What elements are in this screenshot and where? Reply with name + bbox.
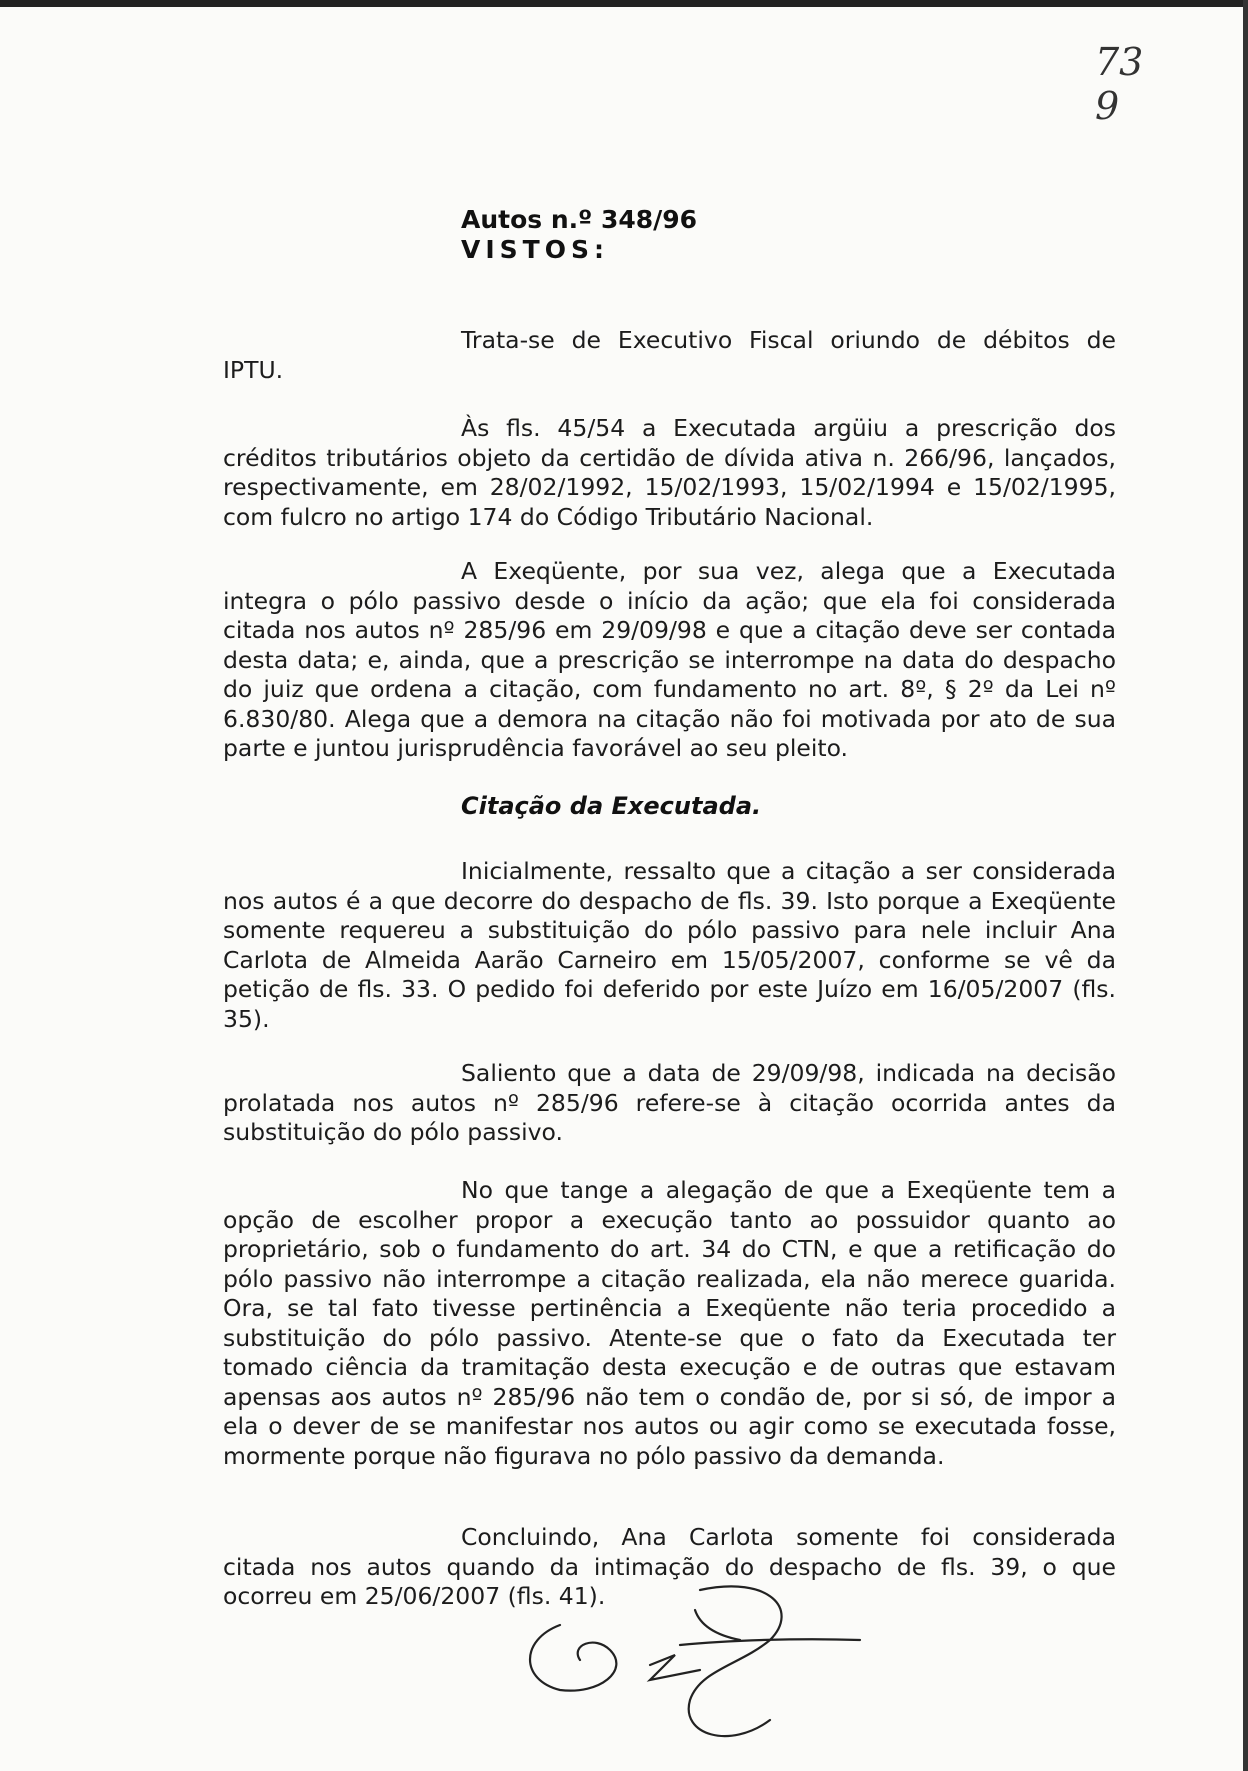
vistos-label: VISTOS: <box>461 235 609 264</box>
paragraph-text: A Exeqüente, por sua vez, alega que a Executada integra o pólo passivo desde o início da ação; que ela foi considerada citada nos autos nº 285/96 em 29/09/98 e que a citação deve ser contada desta data; e, ainda, que a prescrição se interrompe na data do despacho do juiz que ordena a citação, com fundamento no art. 8º, § 2º da Lei nº 6.830/80. Alega que a demora na citação não foi motivada por ato de sua parte e juntou jurisprudência favorável ao seu pleito. <box>223 557 1116 762</box>
paragraph-5 <box>223 1059 1116 1148</box>
paragraph-3 <box>223 557 1116 764</box>
paragraph-1 <box>223 326 1116 385</box>
paragraph-text: Trata-se de Executivo Fiscal oriundo de débitos de IPTU. <box>223 326 1116 384</box>
section-heading: Citação da Executada. <box>461 792 762 820</box>
scan-top-edge <box>0 0 1248 7</box>
handwritten-folio-number: 73 9 <box>1095 40 1144 128</box>
case-number: Autos n.º 348/96 <box>461 205 698 234</box>
paragraph-text: Às fls. 45/54 a Executada argüiu a prescrição dos créditos tributários objeto da certidão de dívida ativa n. 266/96, lançados, respectivamente, em 28/02/1992, 15/02/1993, 15/02/1994 e 15/02/1995, com fulcro no artigo 174 do Código Tributário Nacional. <box>223 414 1116 531</box>
paragraph-2 <box>223 414 1116 532</box>
document-header <box>461 205 697 265</box>
handwritten-signature <box>500 1570 870 1760</box>
paragraph-text: No que tange a alegação de que a Exeqüente tem a opção de escolher propor a execução tanto ao possuidor quanto ao proprietário, sob o fundamento do art. 34 do CTN, e que a retificação do pólo passivo não interrompe a citação realizada, ela não merece guarida. Ora, se tal fato tivesse pertinência a Exeqüente não teria procedido a substituição do pólo passivo. Atente-se que o fato da Executada ter tomado ciência da tramitação desta execução e de outras que estavam apensas aos autos nº 285/96 não tem o condão de, por si só, de impor a ela o dever de se manifestar nos autos ou agir como se executada fosse, mormente porque não figurava no pólo passivo da demanda. <box>223 1176 1116 1470</box>
paragraph-text: Inicialmente, ressalto que a citação a ser considerada nos autos é a que decorre do despacho de fls. 39. Isto porque a Exeqüente somente requereu a substituição do pólo passivo para nele incluir Ana Carlota de Almeida Aarão Carneiro em 15/05/2007, conforme se vê da petição de fls. 33. O pedido foi deferido por este Juízo em 16/05/2007 (fls. 35). <box>223 857 1116 1033</box>
paragraph-4 <box>223 857 1116 1034</box>
paragraph-6 <box>223 1176 1116 1471</box>
paragraph-text: Concluindo, Ana Carlota somente foi considerada citada nos autos quando da intimação do despacho de fls. 39, o que ocorreu em 25/06/2007 (fls. 41). <box>223 1523 1116 1610</box>
paragraph-text: Saliento que a data de 29/09/98, indicada na decisão prolatada nos autos nº 285/96 refere-se à citação ocorrida antes da substituição do pólo passivo. <box>223 1059 1116 1146</box>
scan-right-edge <box>1243 0 1248 1771</box>
